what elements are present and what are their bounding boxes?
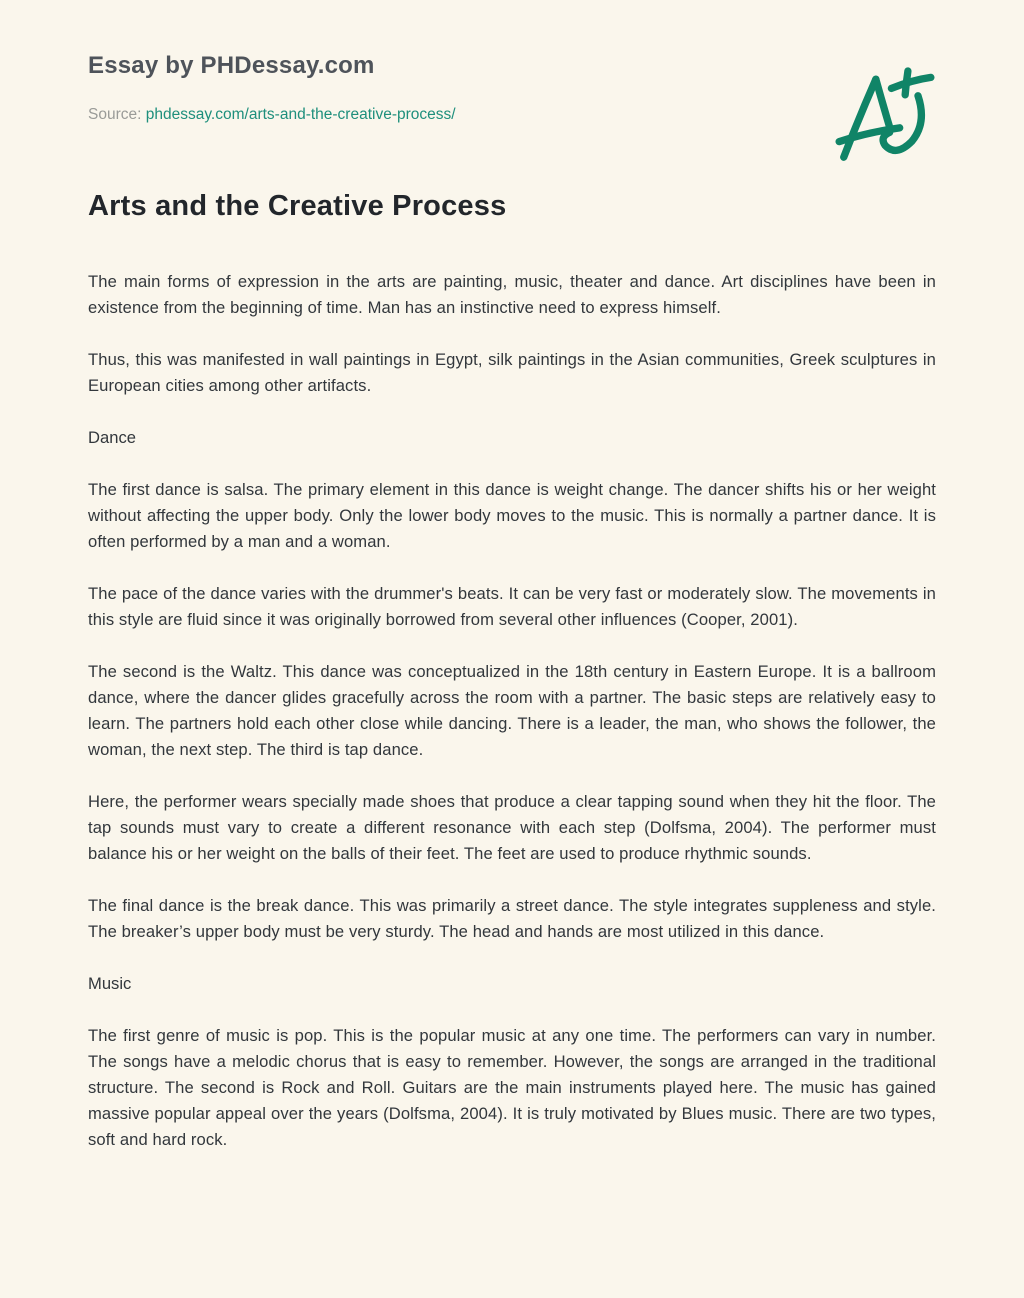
essay-body bbox=[88, 269, 936, 1153]
source-line bbox=[88, 106, 936, 124]
section-heading-music: Music bbox=[88, 974, 132, 993]
page-header bbox=[88, 52, 936, 124]
section-heading-dance: Dance bbox=[88, 428, 136, 447]
essay-paragraph: The second is the Waltz. This dance was conceptualized in the 18th century in Eastern Europe. It is a ballroom dance, where the dancer glides gracefully across the room with a partner. The basic steps are relatively easy to learn. The partners hold each other close while dancing. There is a leader, the man, who shows the follower, the woman, the next step. The third is tap dance. bbox=[88, 662, 936, 759]
essay-paragraph: The first dance is salsa. The primary element in this dance is weight change. The dancer shifts his or her weight without affecting the upper body. Only the lower body moves to the music. This is normally a partner dance. It is often performed by a man and a woman. bbox=[88, 480, 936, 551]
essay-paragraph: The final dance is the break dance. This was primarily a street dance. The style integrates suppleness and style. The breaker’s upper body must be very sturdy. The head and hands are most utilized in this dance. bbox=[88, 896, 936, 941]
essay-paragraph: Thus, this was manifested in wall paintings in Egypt, silk paintings in the Asian communities, Greek sculptures in European cities among other artifacts. bbox=[88, 350, 936, 395]
essay-paragraph: Here, the performer wears specially made shoes that produce a clear tapping sound when they hit the floor. The tap sounds must vary to create a different resonance with each step (Dolfsma, 2004). The performer must balance his or her weight on the balls of their feet. The feet are used to produce rhythmic sounds. bbox=[88, 792, 936, 863]
essay-paragraph: The pace of the dance varies with the drummer's beats. It can be very fast or moderately slow. The movements in this style are fluid since it was originally borrowed from several other influences (Cooper, 2001). bbox=[88, 584, 936, 629]
essay-paragraph: The main forms of expression in the arts are painting, music, theater and dance. Art disciplines have been in existence from the beginning of time. Man has an instinctive need to express himself. bbox=[88, 272, 936, 317]
a-plus-logo-icon bbox=[834, 60, 936, 170]
essay-paragraph: The first genre of music is pop. This is the popular music at any one time. The performers can vary in number. The songs have a melodic chorus that is easy to remember. However, the songs are arranged in the traditional structure. The second is Rock and Roll. Guitars are the main instruments played here. The music has gained massive popular appeal over the years (Dolfsma, 2004). It is truly motivated by Blues music. There are two types, soft and hard rock. bbox=[88, 1026, 936, 1149]
site-header-title: Essay by PHDessay.com bbox=[88, 52, 375, 79]
source-label: Source: bbox=[88, 106, 142, 123]
source-link[interactable]: phdessay.com/arts-and-the-creative-process/ bbox=[145, 106, 456, 123]
essay-title: Arts and the Creative Process bbox=[88, 190, 507, 222]
